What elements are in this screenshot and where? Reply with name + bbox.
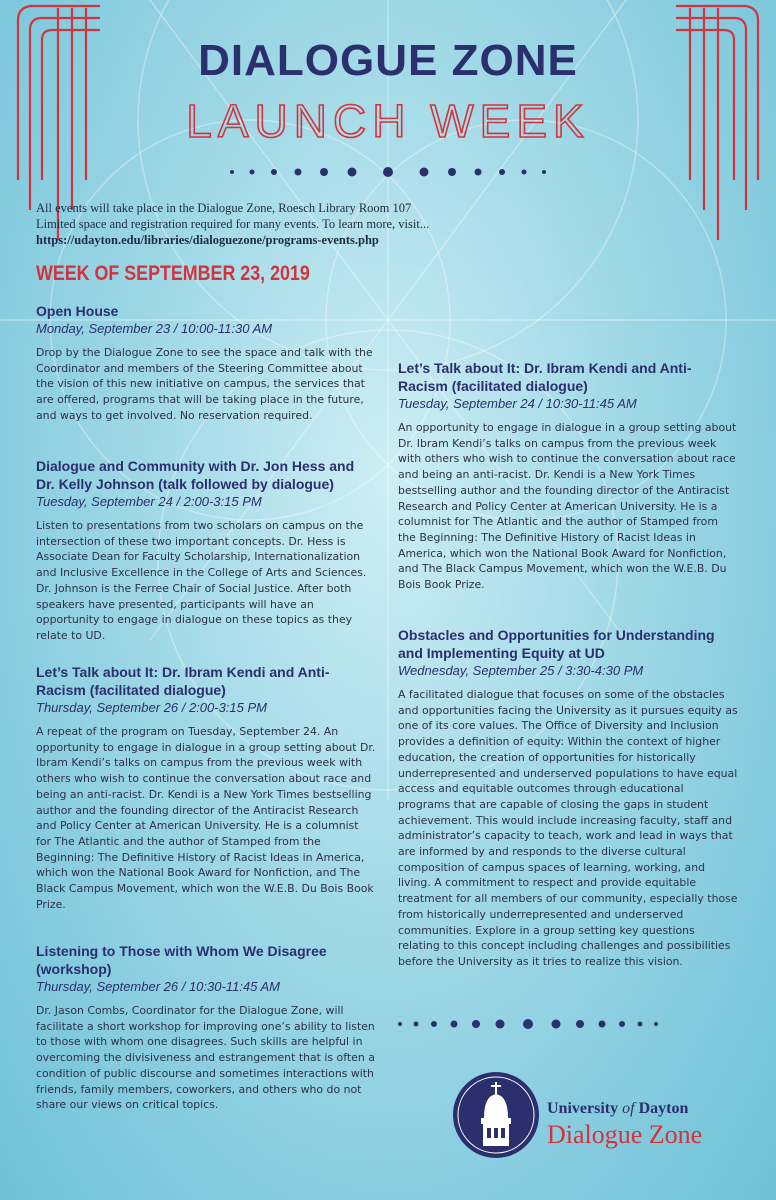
event-title: Dialogue and Community with Dr. Jon Hess and Dr. Kelly Johnson (talk followed by dialogue)	[36, 458, 355, 492]
event-time: Thursday, September 26 / 2:00-3:15 PM	[36, 700, 267, 715]
event-kendi-tuesday	[398, 359, 738, 593]
event-description: A repeat of the program on Tuesday, September 24. An opportunity to engage in dialogue in a group setting about Dr. Ibram Kendi’s talks on campus from the previous week with others who wish to continue the conversation about race and being an anti-racist. Dr. Kendi is a New York Times bestselling author and the founding director of the Antiracist Research and Policy Center at American University. He is a columnist for The Atlantic and the author of Stamped from the Beginning: The Definitive History of Racist Ideas in America, which won the National Book Award for Nonfiction, and The Black Campus Movement, which won the W.E.B. Du Bois Book Prize.	[36, 725, 376, 911]
event-time: Wednesday, September 25 / 3:30-4:30 PM	[398, 663, 644, 678]
event-dialogue-community	[36, 457, 376, 644]
event-description: Listen to presentations from two scholars on campus on the intersection of these two important concepts. Dr. Hess is Associate Dean for Faculty Scholarship, Internationalization and Inclusive Excellence in the College of Arts and Sciences. Dr. Johnson is the Ferree Chair of Social Justice. After both speakers have presented, participants will have an opportunity to engage in dialogue on these topics as they relate to UD.	[36, 519, 367, 642]
event-description: An opportunity to engage in dialogue in a group setting about Dr. Ibram Kendi’s talks on campus from the previous week with others who wish to continue the conversation about race and being an anti-racist. Dr. Kendi is a New York Times bestselling author and the founding director of the Antiracist Research and Policy Center at American University. He is a columnist for The Atlantic and the author of Stamped from the Beginning: The Definitive History of Racist Ideas in America, which won the National Book Award for Nonfiction, and The Black Campus Movement, which won the W.E.B. Du Bois Book Prize.	[398, 421, 737, 592]
event-title: Listening to Those with Whom We Disagree (workshop)	[36, 943, 327, 977]
event-equity	[398, 626, 738, 970]
event-kendi-thursday	[36, 663, 376, 912]
event-description: A facilitated dialogue that focuses on some of the obstacles and opportunities facing the University as it pursues equity as one of its core values. The Office of Diversity and Inclusion provides a definition of equity: Within the context of higher education, the creation of opportunities for historically underrepresented and underserved populations to have equal access and equitable outcomes through educational programs that are capable of closing the gaps in student achievement. This would include increasing faculty, staff and administrator’s capacity to teach, work and lead in ways that are informed by and responds to the diverse cultural composition of campus spaces of learning, working, and living. A commitment to respect and provide equitable treatment for all members of our community, especially those from historically underrepresented and underserved communities. Explore in a group setting key questions relating to this concept including challenges and possibilities before the University as it tries to realize this vision.	[398, 688, 738, 968]
programs-link[interactable]: https://udayton.edu/libraries/dialoguezone/programs-events.php	[36, 233, 379, 247]
dialogue-zone-wordmark: Dialogue Zone	[547, 1120, 703, 1149]
event-title: Obstacles and Opportunities for Understanding and Implementing Equity at UD	[398, 627, 715, 661]
event-description: Dr. Jason Combs, Coordinator for the Dialogue Zone, will facilitate a short workshop for improving one’s ability to listen to those with whom one disagrees. Such skills are helpful in overcoming the divisiveness and estrangement that is often a condition of public discourse and sometimes interactions with friends, family members, coworkers, and others who do not share our views on critical topics.	[36, 1004, 375, 1112]
event-time: Thursday, September 26 / 10:30-11:45 AM	[36, 979, 281, 994]
event-title: Let’s Talk about It: Dr. Ibram Kendi and Anti-Racism (facilitated dialogue)	[398, 360, 692, 394]
event-title: Let’s Talk about It: Dr. Ibram Kendi and Anti-Racism (facilitated dialogue)	[36, 664, 330, 698]
event-listening-workshop	[36, 942, 376, 1113]
intro-registration: Limited space and registration required for many events. To learn more, visit...	[36, 217, 430, 231]
intro-location: All events will take place in the Dialogue Zone, Roesch Library Room 107	[36, 201, 412, 215]
university-logo	[453, 1072, 743, 1162]
intro-text	[36, 200, 556, 248]
event-description: Drop by the Dialogue Zone to see the space and talk with the Coordinator and members of the Steering Committee about the vision of this new initiative on campus, the services that are offered, programs that will be taking place in the future, and ways to get involved. No reservation required.	[36, 346, 373, 422]
title-dialogue-zone: DIALOGUE ZONE	[198, 36, 578, 85]
title-launch-week: LAUNCH WEEK	[186, 95, 590, 147]
week-heading: WEEK OF SEPTEMBER 23, 2019	[36, 262, 310, 285]
event-open-house	[36, 302, 376, 424]
university-name: University of Dayton	[547, 1100, 689, 1117]
event-time: Monday, September 23 / 10:00-11:30 AM	[36, 321, 273, 336]
event-time: Tuesday, September 24 / 10:30-11:45 AM	[398, 396, 637, 411]
event-time: Tuesday, September 24 / 2:00-3:15 PM	[36, 494, 262, 509]
chapel-dome-icon	[453, 1072, 539, 1158]
event-title: Open House	[36, 303, 119, 319]
